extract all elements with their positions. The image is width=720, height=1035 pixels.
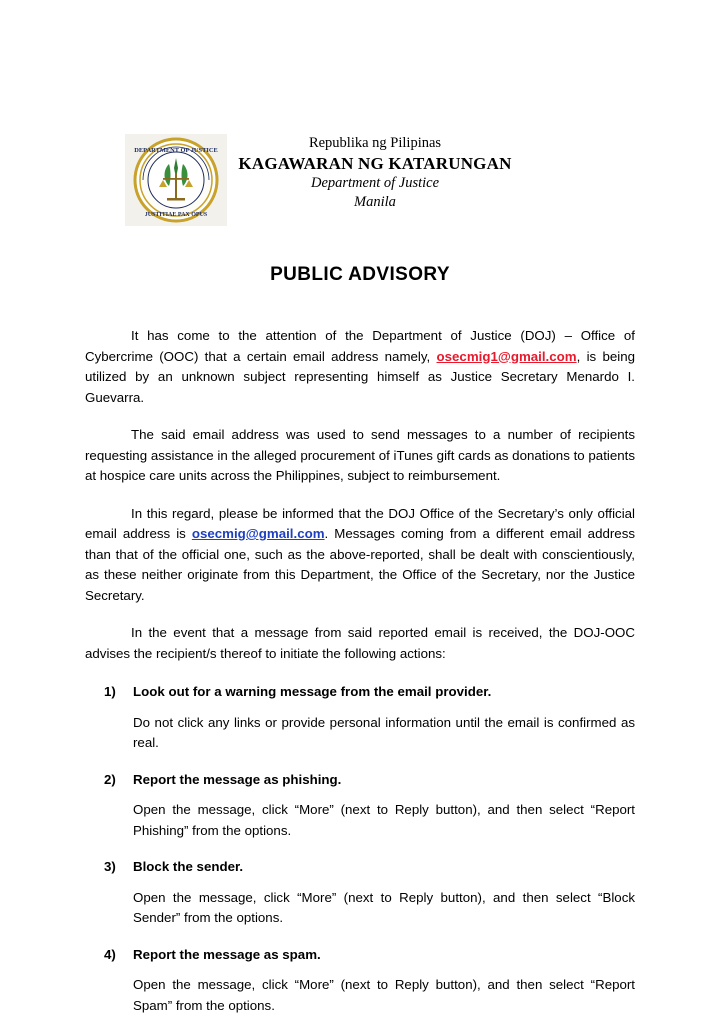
list-item bbox=[85, 682, 635, 754]
letterhead-line-republic: Republika ng Pilipinas bbox=[308, 135, 442, 151]
doj-seal-icon bbox=[125, 134, 227, 226]
letterhead-line-department-filipino: KAGAWARAN NG KATARUNGAN bbox=[238, 154, 512, 173]
reported-email-address: osecmig1@gmail.com bbox=[436, 348, 577, 364]
step-title: Look out for a warning message from the email provider. bbox=[133, 684, 492, 699]
paragraph-2: The said email address was used to send messages to a number of recipients requesting assistance in the alleged procurement of iTunes gift cards as donations to patients at hospice care units across the Philippines, subject to reimbursement. bbox=[85, 427, 635, 483]
step-description: Open the message, click “More” (next to Reply button), and then select “Report Phishing” from the options. bbox=[133, 802, 635, 838]
paragraph-3 bbox=[85, 504, 635, 607]
official-email-address: osecmig@gmail.com bbox=[191, 526, 325, 541]
list-item bbox=[85, 945, 635, 1017]
paragraph-3-part-a: In this regard, please be informed that the DOJ Office of the Secretary’s only official email address is bbox=[85, 505, 635, 541]
list-item bbox=[85, 770, 635, 842]
step-title: Block the sender. bbox=[133, 859, 244, 874]
step-description: Open the message, click “More” (next to Reply button), and then select “Report Spam” from the options. bbox=[133, 977, 635, 1013]
paragraph-1-part-b: , is being utilized by an unknown subject representing himself as Justice Secretary Menardo I. Guevarra. bbox=[85, 348, 635, 405]
step-description: Open the message, click “More” (next to Reply button), and then select “Block Sender” from the options. bbox=[133, 889, 635, 925]
recommended-actions-list bbox=[85, 682, 635, 1016]
svg-text:JUSTITIAE PAX OPUS: JUSTITIAE PAX OPUS bbox=[144, 212, 208, 218]
svg-text:DEPARTMENT OF JUSTICE: DEPARTMENT OF JUSTICE bbox=[134, 147, 218, 154]
step-description: Do not click any links or provide personal information until the email is confirmed as real. bbox=[133, 714, 635, 750]
step-number: 1) bbox=[104, 684, 116, 699]
step-title: Report the message as phishing. bbox=[133, 771, 342, 787]
step-number: 4) bbox=[104, 946, 116, 962]
paragraph-1-part-a: It has come to the attention of the Department of Justice (DOJ) – Office of Cybercrime (OOC) that a certain email address namely, bbox=[85, 328, 635, 364]
letterhead-line-department-english: Department of Justice bbox=[310, 175, 440, 191]
step-number: 2) bbox=[104, 771, 116, 787]
letterhead-line-city: Manila bbox=[354, 194, 396, 210]
letterhead bbox=[85, 130, 635, 238]
advisory-body bbox=[85, 326, 635, 1016]
paragraph-1 bbox=[85, 326, 635, 408]
paragraph-4: In the event that a message from said reported email is received, the DOJ-OOC advises the recipient/s thereof to initiate the following actions: bbox=[85, 625, 635, 661]
paragraph-3-part-b: . Messages coming from a different email address than that of the official one, such as the above-reported, shall be dealt with conscientiously, as these neither originate from this Department, the Office of the Secretary, nor the Justice Secretary. bbox=[85, 526, 635, 603]
page-title: PUBLIC ADVISORY bbox=[270, 264, 450, 285]
step-number: 3) bbox=[104, 859, 116, 874]
step-title: Report the message as spam. bbox=[133, 946, 321, 962]
list-item bbox=[85, 857, 635, 929]
